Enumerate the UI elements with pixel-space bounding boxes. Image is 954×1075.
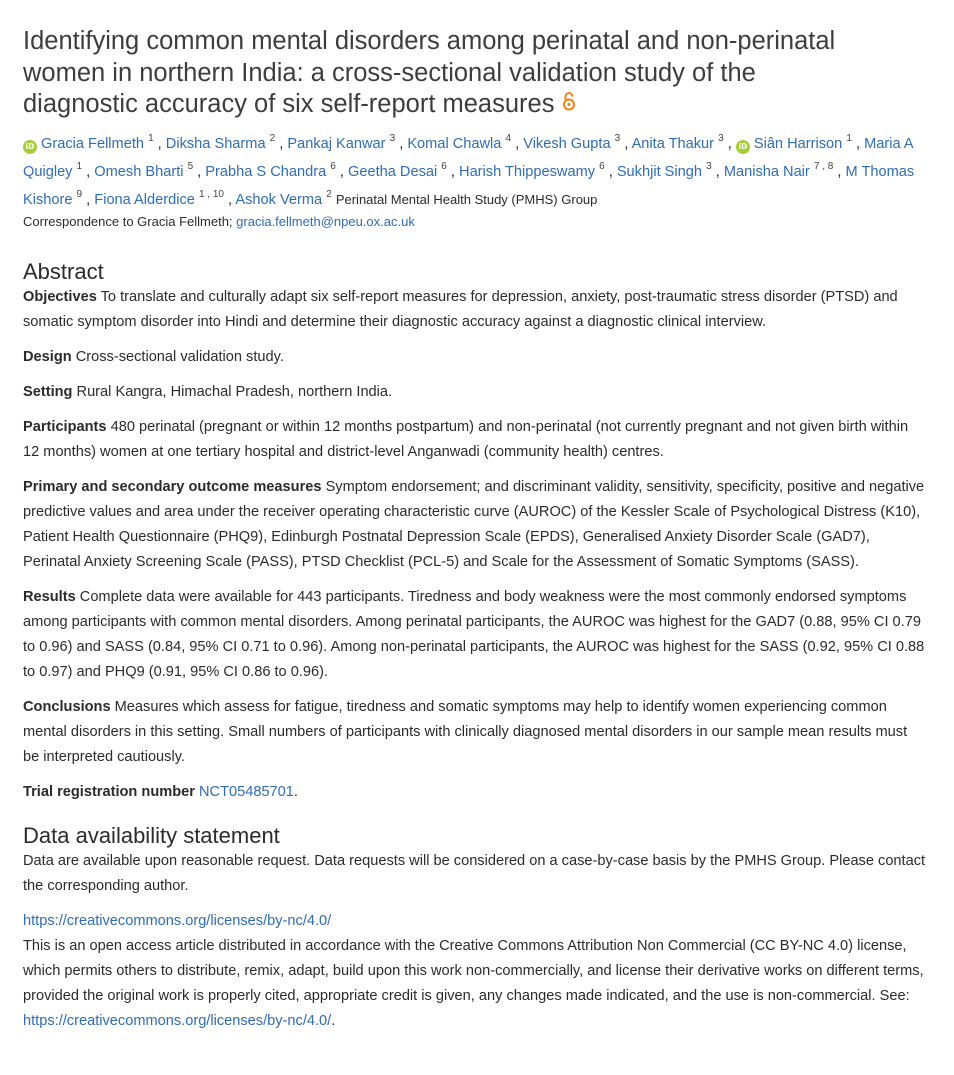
- author-affiliation: 3: [614, 133, 621, 145]
- author-separator: ,: [153, 136, 166, 153]
- author-separator: ,: [82, 164, 95, 181]
- data-availability-text: Data are available upon reasonable request. Data requests will be considered on a case-by-case basis by the PMHS Group. Please contact the corresponding author.: [23, 853, 926, 895]
- author-entry: [631, 133, 736, 153]
- author-affiliation: 3: [706, 161, 712, 173]
- author-name-link[interactable]: Geetha Desai: [347, 164, 438, 181]
- author-affiliation: 1: [76, 161, 83, 173]
- author-separator: ,: [446, 164, 460, 181]
- author-affiliation: 9: [76, 189, 83, 201]
- license-text-body: This is an open access article distributed in accordance with the Creative Commons Attribution Non Commercial (CC BY-NC 4.0) license, which permits others to distribute, remix, adapt, build upon this work non-commercially, and license their derivative works on different terms, provided the original work is properly cited, appropriate credit is given, any changes made indicated, and the use is non-commercial. See:: [23, 938, 924, 1005]
- abstract-body: [23, 285, 926, 770]
- author-entry: [407, 133, 524, 153]
- author-affiliation: 1: [846, 133, 852, 145]
- author-name-link[interactable]: Diksha Sharma: [165, 136, 266, 153]
- abstract-section-text: Rural Kangra, Himachal Pradesh, northern India.: [76, 384, 393, 401]
- author-entry: [165, 133, 288, 153]
- article-title-text: Identifying common mental disorders among perinatal and non-perinatal women in northern India: a cross-sectional validation study of the diagnostic accuracy of six self-report measures: [23, 27, 836, 118]
- correspondence-label: Correspondence to Gracia Fellmeth;: [23, 214, 237, 230]
- abstract-section-label: Objectives: [23, 289, 97, 306]
- author-affiliation: 2: [269, 133, 276, 145]
- author-affiliation: 7 , 8: [813, 161, 834, 173]
- abstract-section-text: Complete data were available for 443 participants. Tiredness and body weakness were the most commonly endorsed symptoms among participants with common mental disorders. Among perinatal participants, the AUROC was highest for the GAD7 (0.88, 95% CI 0.79 to 0.96) and SASS (0.84, 95% CI 0.71 to 0.96). Among non-perinatal participants, the AUROC was highest for the SASS (0.92, 95% CI 0.88 to 0.97) and PHQ9 (0.91, 95% CI 0.86 to 0.96).: [23, 589, 925, 681]
- author-name-link[interactable]: Ashok Verma: [235, 192, 323, 209]
- author-entry: [94, 189, 236, 209]
- abstract-section: [23, 475, 926, 575]
- author-affiliation: 1 , 10: [198, 189, 224, 201]
- abstract-section: [23, 415, 926, 465]
- author-separator: ,: [723, 136, 736, 153]
- trial-registration: [23, 780, 926, 805]
- author-separator: ,: [223, 192, 236, 209]
- author-separator: ,: [604, 164, 617, 181]
- abstract-section: [23, 345, 926, 370]
- author-name-link[interactable]: Harish Thippeswamy: [459, 164, 596, 181]
- license-text: [23, 934, 926, 1034]
- author-name-link[interactable]: Vikesh Gupta: [523, 136, 611, 153]
- abstract-section-label: Setting: [23, 384, 73, 401]
- author-affiliation: 6: [599, 161, 605, 173]
- author-name-link[interactable]: Siân Harrison: [753, 136, 843, 153]
- author-separator: ,: [833, 164, 846, 181]
- author-entry: [459, 161, 617, 181]
- author-separator: ,: [335, 164, 348, 181]
- author-separator: ,: [82, 192, 95, 209]
- article-title: [23, 26, 843, 121]
- abstract-section-text: To translate and culturally adapt six self-report measures for depression, anxiety, post-traumatic stress disorder (PTSD) and somatic symptom disorder into Hindi and determine their diagnostic accuracy against a diagnostic clinical interview.: [23, 289, 898, 331]
- author-name-link[interactable]: Fiona Alderdice: [94, 192, 195, 209]
- trial-registration-link[interactable]: NCT05485701: [198, 784, 294, 801]
- license-inline-link[interactable]: https://creativecommons.org/licenses/by-nc/4.0/: [23, 1013, 332, 1030]
- author-separator: ,: [193, 164, 206, 181]
- author-separator: ,: [711, 164, 724, 181]
- author-name-link[interactable]: Maria A Quigley: [23, 136, 913, 181]
- author-affiliation: 2: [326, 189, 332, 201]
- author-affiliation: 5: [187, 161, 194, 173]
- author-entry: [523, 133, 632, 153]
- author-entry: [287, 133, 408, 153]
- author-affiliation: 6: [330, 161, 336, 173]
- abstract-section-label: Design: [23, 349, 72, 366]
- author-name-link[interactable]: M Thomas Kishore: [23, 164, 915, 209]
- license-text-suffix: .: [331, 1013, 336, 1030]
- author-entry: [23, 133, 166, 153]
- abstract-heading: Abstract: [23, 259, 104, 285]
- abstract-section: [23, 380, 926, 405]
- orcid-icon[interactable]: iD: [23, 140, 37, 154]
- abstract-section-text: Measures which assess for fatigue, tiredness and somatic symptoms may help to identify women experiencing common mental disorders in this setting. Small numbers of participants with clinically diagnosed mental disorders in our sample mean results must be interpreted cautiously.: [23, 699, 908, 766]
- open-access-lock-icon: [562, 88, 576, 120]
- author-name-link[interactable]: Gracia Fellmeth: [41, 136, 144, 153]
- author-separator: ,: [851, 136, 865, 153]
- author-affiliation: 3: [718, 133, 724, 145]
- author-name-link[interactable]: Pankaj Kanwar: [287, 136, 386, 153]
- trial-registration-suffix: .: [293, 784, 298, 801]
- author-name-link[interactable]: Omesh Bharti: [94, 164, 184, 181]
- author-entry: [205, 161, 348, 181]
- author-separator: ,: [395, 136, 408, 153]
- abstract-section-label: Conclusions: [23, 699, 111, 716]
- trial-registration-label: Trial registration number: [23, 784, 195, 801]
- author-name-link[interactable]: Sukhjit Singh: [616, 164, 703, 181]
- author-name-link[interactable]: Prabha S Chandra: [205, 164, 327, 181]
- author-separator: ,: [620, 136, 632, 153]
- correspondence: [23, 212, 926, 232]
- author-entry: [736, 133, 865, 153]
- abstract-section-label: Participants: [23, 419, 107, 436]
- author-entry: [94, 161, 206, 181]
- author-entry: [235, 189, 335, 209]
- abstract-section-label: Primary and secondary outcome measures: [23, 479, 322, 496]
- author-list: [23, 130, 926, 214]
- author-name-link[interactable]: Manisha Nair: [723, 164, 810, 181]
- abstract-section-text: Symptom endorsement; and discriminant validity, sensitivity, specificity, positive and negative predictive values and area under the receiver operating characteristic curve (AUROC) of the Kessler Scale of Psychological Distress (K10), Patient Health Questionnaire (PHQ9), Edinburgh Postnatal Depression Scale (EPDS), Generalised Anxiety Disorder Scale (GAD7), Perinatal Anxiety Screening Scale (PASS), PTSD Checklist (PCL-5) and Scale for the Assessment of Somatic Symptoms (SASS).: [23, 479, 925, 571]
- abstract-section-text: Cross-sectional validation study.: [75, 349, 284, 366]
- author-group: Perinatal Mental Health Study (PMHS) Group: [335, 192, 598, 208]
- abstract-section: [23, 285, 926, 335]
- orcid-icon[interactable]: iD: [736, 140, 750, 154]
- author-separator: ,: [511, 136, 524, 153]
- license-link-line: [23, 909, 926, 934]
- abstract-section: [23, 585, 926, 685]
- data-availability-heading: Data availability statement: [23, 823, 280, 849]
- author-entry: [347, 161, 460, 181]
- author-affiliation: 1: [148, 133, 154, 145]
- license-link[interactable]: https://creativecommons.org/licenses/by-nc/4.0/: [23, 913, 332, 930]
- author-name-link[interactable]: Anita Thakur: [631, 136, 715, 153]
- abstract-section: [23, 695, 926, 770]
- author-name-link[interactable]: Komal Chawla: [407, 136, 502, 153]
- author-separator: ,: [275, 136, 288, 153]
- author-affiliation: 6: [441, 161, 447, 173]
- author-affiliation: 4: [505, 133, 512, 145]
- author-entry: [723, 161, 846, 181]
- correspondence-email-link[interactable]: gracia.fellmeth@npeu.ox.ac.uk: [236, 214, 415, 230]
- author-entry: [616, 161, 724, 181]
- abstract-section-label: Results: [23, 589, 76, 606]
- author-affiliation: 3: [389, 133, 396, 145]
- abstract-section-text: 480 perinatal (pregnant or within 12 months postpartum) and non-perinatal (not currently pregnant and not given birth within 12 months) women at one tertiary hospital and district-level Anganwadi (community health) centres.: [23, 419, 909, 461]
